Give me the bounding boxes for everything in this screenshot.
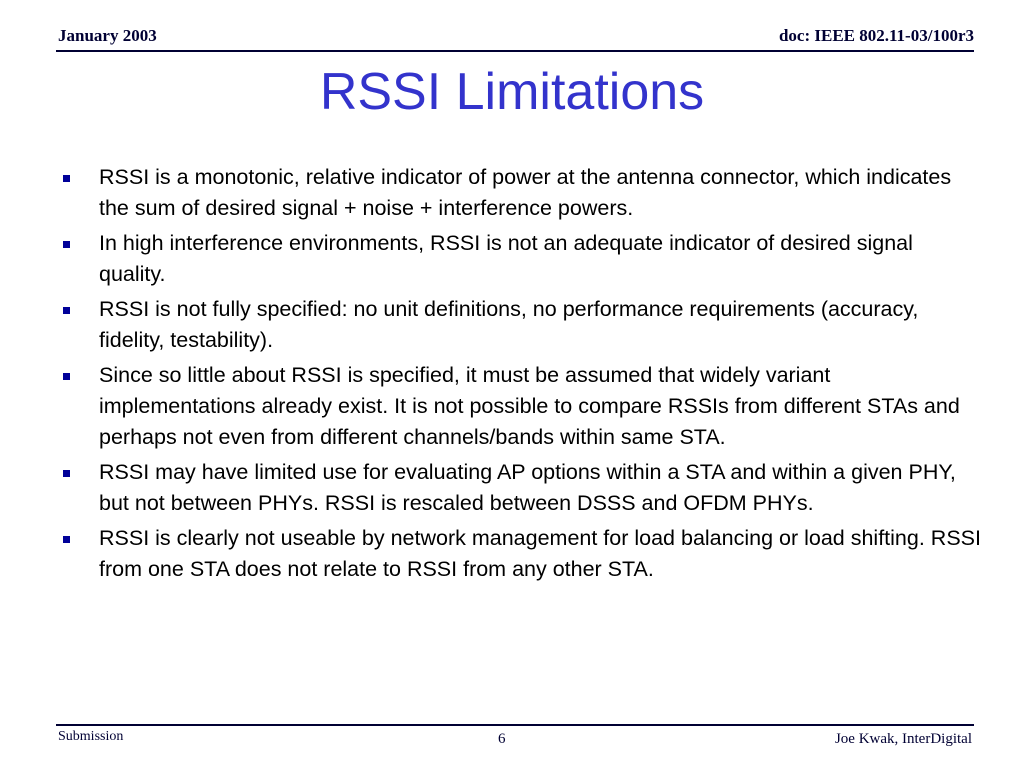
bullet-text: In high interference environments, RSSI is not an adequate indicator of desired signal quality.	[99, 231, 913, 286]
bullet-list	[62, 162, 982, 589]
bullet-text: Since so little about RSSI is specified, it must be assumed that widely variant implementations already exist. It is not possible to compare RSSIs from different STAs and perhaps not even from different channels/bands within same STA.	[99, 363, 960, 449]
slide-title: RSSI Limitations	[319, 63, 705, 121]
bullet-text: RSSI is not fully specified: no unit definitions, no performance requirements (accuracy, fidelity, testability).	[99, 297, 919, 352]
bullet-item	[62, 360, 982, 453]
bullet-text: RSSI is a monotonic, relative indicator of power at the antenna connector, which indicates the sum of desired signal + noise + interference powers.	[99, 165, 952, 220]
bullet-item	[62, 523, 982, 585]
square-bullet-icon	[63, 307, 70, 314]
bullet-item	[62, 228, 982, 290]
footer-divider	[56, 724, 974, 726]
header-date: January 2003	[58, 26, 157, 45]
bullet-item	[62, 294, 982, 356]
page-number: 6	[498, 731, 506, 747]
square-bullet-icon	[63, 241, 70, 248]
square-bullet-icon	[63, 470, 70, 477]
bullet-text: RSSI may have limited use for evaluating AP options within a STA and within a given PHY, but not between PHYs. RSSI is rescaled between DSSS and OFDM PHYs.	[99, 460, 956, 515]
header-doc-id: doc: IEEE 802.11-03/100r3	[778, 26, 974, 45]
square-bullet-icon	[63, 175, 70, 182]
footer-submission-label: Submission	[58, 729, 124, 744]
bullet-text: RSSI is clearly not useable by network management for load balancing or load shifting. RSSI from one STA does not relate to RSSI from any other STA.	[99, 526, 981, 581]
bullet-item	[62, 457, 982, 519]
square-bullet-icon	[63, 536, 70, 543]
square-bullet-icon	[63, 373, 70, 380]
bullet-item	[62, 162, 982, 224]
footer-author: Joe Kwak, InterDigital	[834, 731, 972, 747]
header-divider	[56, 50, 974, 52]
